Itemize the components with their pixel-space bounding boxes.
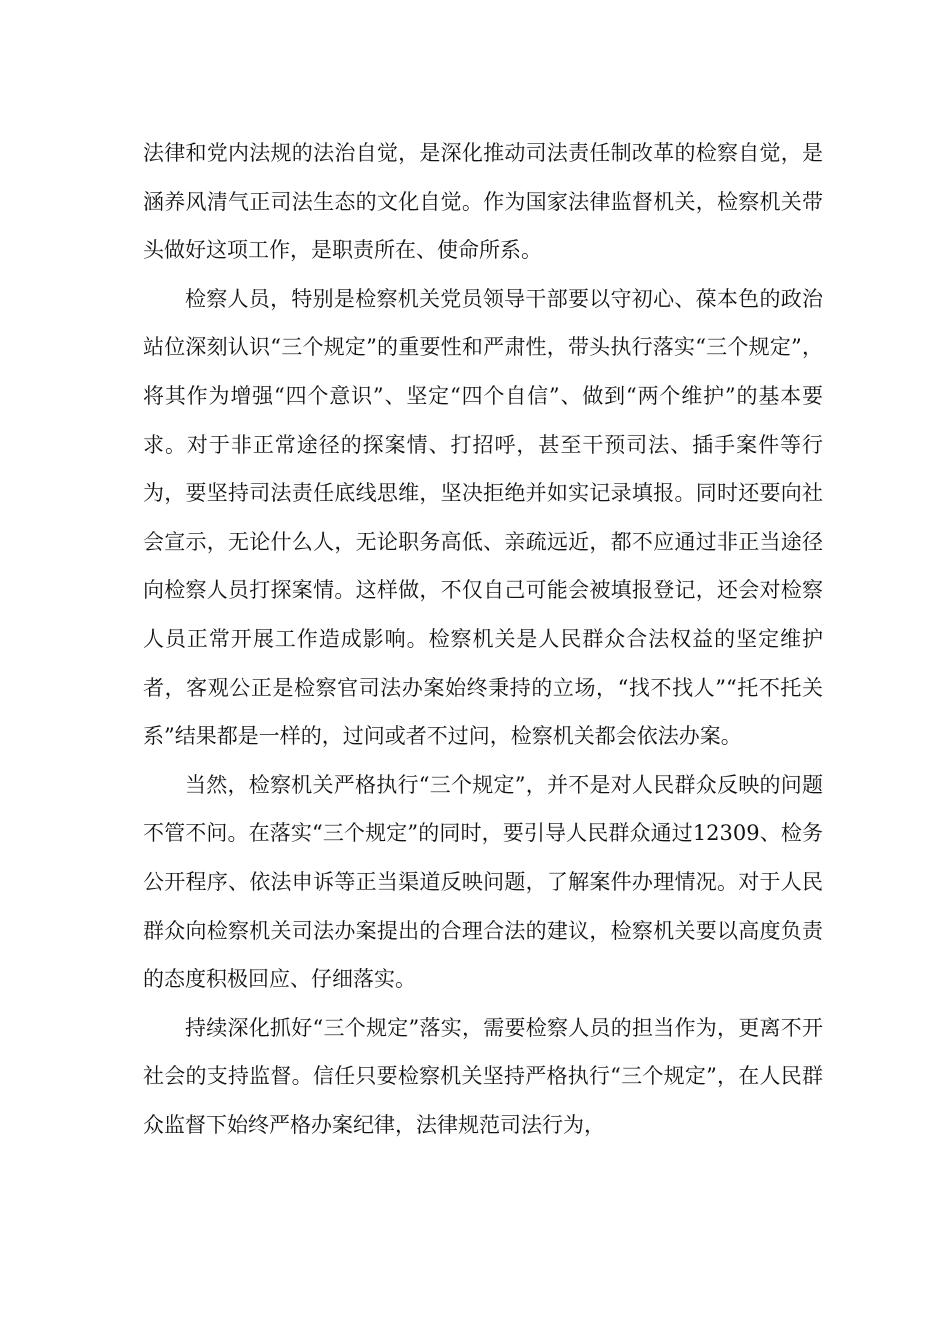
paragraph-public-channels: 当然，检察机关严格执行“三个规定”，并不是对人民群众反映的问题不管不问。在落实“三个规定”的同时，要引导人民群众通过12309、检务公开程序、依法申诉等正当渠道反映问题，了解案件办理情况。对于人民群众向检察机关司法办案提出的合理合法的建议，检察机关要以高度负责的态度积极回应、仔细落实。 (143, 772, 823, 992)
paragraph-social-supervision: 持续深化抓好“三个规定”落实，需要检察人员的担当作为，更离不开社会的支持监督。信任只要检察机关坚持严格执行“三个规定”，在人民群众监督下始终严格办案纪律，法律规范司法行为， (143, 1015, 823, 1137)
paragraph-procuratorate-personnel: 检察人员，特别是检察机关党员领导干部要以守初心、葆本色的政治站位深刻认识“三个规定”的重要性和严肃性，带头执行落实“三个规定”，将其作为增强“四个意识”、坚定“四个自信”、做到“两个维护”的基本要求。对于非正常途径的探案情、打招呼，甚至干预司法、插手案件等行为，要坚持司法责任底线思维，坚决拒绝并如实记录填报。同时还要向社会宣示，无论什么人，无论职务高低、亲疏远近，都不应通过非正当途径向检察人员打探案情。这样做，不仅自己可能会被填报登记，还会对检察人员正常开展工作造成影响。检察机关是人民群众合法权益的坚定维护者，客观公正是检察官司法办案始终秉持的立场，“找不找人”“托不托关系”结果都是一样的，过问或者不过问，检察机关都会依法办案。 (143, 286, 823, 749)
paragraph-continuation: 法律和党内法规的法治自觉，是深化推动司法责任制改革的检察自觉，是涵养风清气正司法生态的文化自觉。作为国家法律监督机关，检察机关带头做好这项工作，是职责所在、使命所系。 (143, 141, 823, 263)
document-body (143, 129, 823, 1149)
